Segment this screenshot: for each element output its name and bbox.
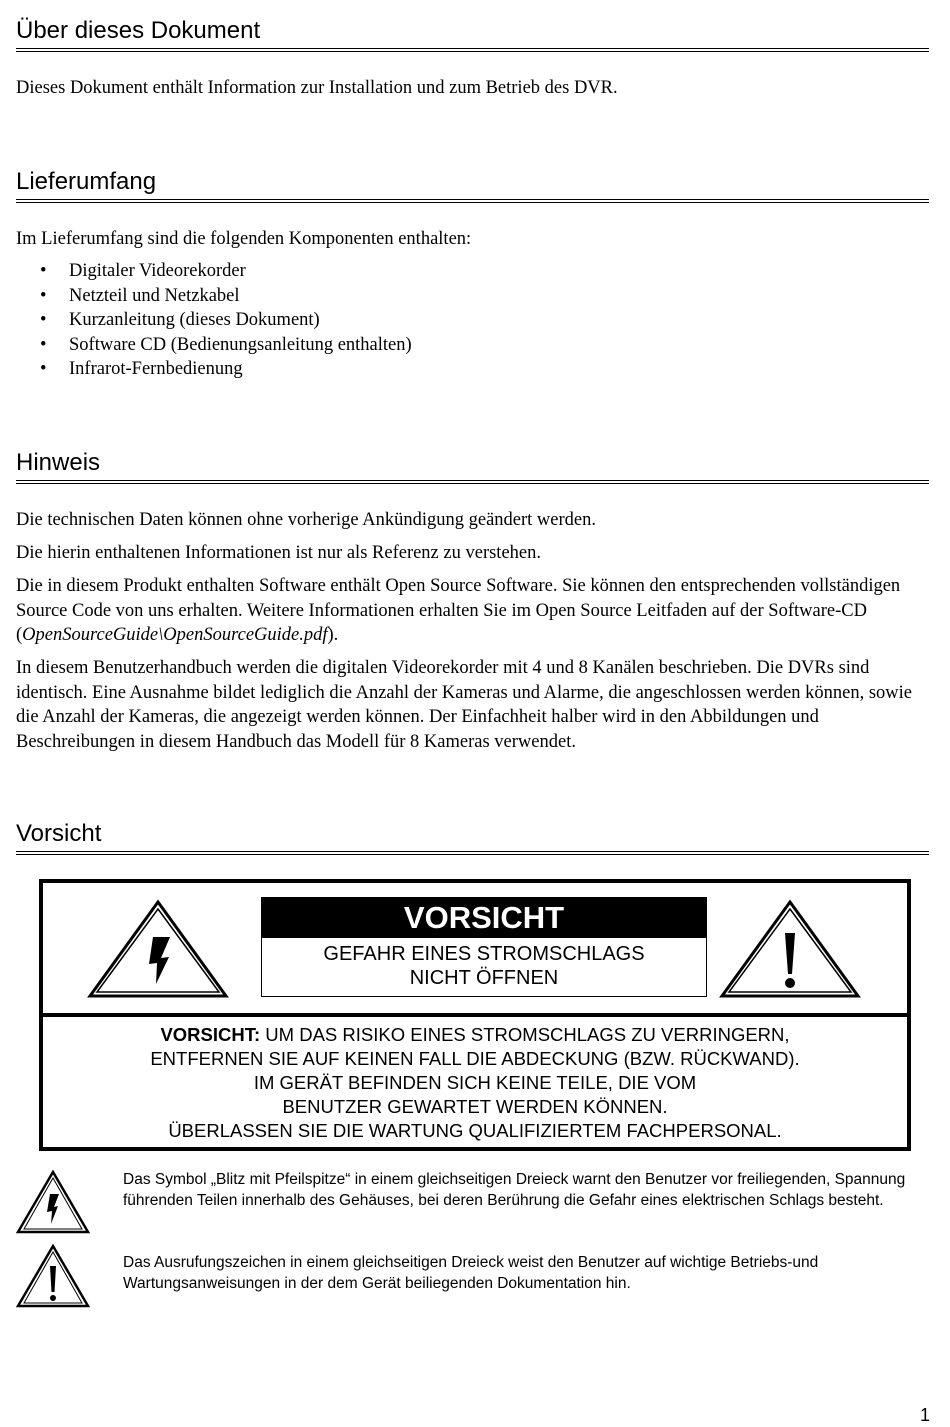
note-paragraph-2: Die hierin enthaltenen Informationen ist nur als Referenz zu verstehen. xyxy=(16,543,541,563)
exclamation-symbol-description: Das Ausrufungszeichen in einem gleichseitigen Dreieck weist den Benutzer auf wichtige Betriebs-und Wartungsanweisungen in der dem Gerät beiliegenden Dokumentation hin. xyxy=(123,1254,819,1292)
caution-label-line-1: GEFAHR EINES STROMSCHLAGS xyxy=(323,943,645,965)
caution-label-title: VORSICHT xyxy=(262,898,706,938)
scope-heading: Lieferumfang xyxy=(16,167,929,203)
note-paragraph-3 xyxy=(16,574,931,648)
caution-warning-text xyxy=(43,1023,907,1143)
list-item: • Netzteil und Netzkabel xyxy=(40,284,412,309)
caution-warning-line-1 xyxy=(43,1023,907,1047)
caution-warning-line-2: ENTFERNEN SIE AUF KEINEN FALL DIE ABDECKUNG (BZW. RÜCKWAND). xyxy=(150,1048,800,1069)
list-item: • Digitaler Videorekorder xyxy=(40,259,412,284)
lightning-warning-icon xyxy=(87,899,229,999)
caution-label-top xyxy=(43,883,907,1013)
caution-heading: Vorsicht xyxy=(16,819,929,855)
note-paragraph-3-start: Die in diesem Produkt enthalten Software enthält Open Source Software. Sie können den entsprechenden vollständigen Source Code von uns erhalten. Weitere Informationen erhalten Sie im Open Source Leitfaden auf der Software-CD ( xyxy=(16,576,901,645)
note-paragraph-4: In diesem Benutzerhandbuch werden die digitalen Videorekorder mit 4 und 8 Kanälen beschrieben. Die DVRs sind identisch. Eine Ausnahme bildet lediglich die Anzahl der Kameras und Alarme, die angeschlossen werden können, sowie die Anzahl der Kameras, die angezeigt werden können. Der Einfachheit halber wird in den Abbildungen und Beschreibungen in diesem Handbuch das Modell für 8 Kameras verwendet. xyxy=(16,658,912,752)
about-heading: Über dieses Dokument xyxy=(16,16,929,52)
caution-divider xyxy=(43,1013,907,1017)
list-item: • Kurzanleitung (dieses Dokument) xyxy=(40,308,412,333)
list-item: • Infrarot-Fernbedienung xyxy=(40,357,412,382)
lightning-symbol-icon xyxy=(16,1170,90,1234)
note-paragraph-3-end: ). xyxy=(327,625,339,645)
caution-label xyxy=(39,879,911,1151)
caution-warning-bold: VORSICHT: xyxy=(160,1024,261,1045)
note-paragraph-1: Die technischen Daten können ohne vorherige Ankündigung geändert werden. xyxy=(16,510,596,530)
caution-warning-line-5: ÜBERLASSEN SIE DIE WARTUNG QUALIFIZIERTEM FACHPERSONAL. xyxy=(168,1120,782,1141)
open-source-guide-path: OpenSourceGuide\OpenSourceGuide.pdf xyxy=(22,625,328,645)
caution-center-label xyxy=(261,897,707,997)
list-item: • Software CD (Bedienungsanleitung enthalten) xyxy=(40,333,412,358)
page-number: 1 xyxy=(919,1405,930,1425)
caution-label-line-2: NICHT ÖFFNEN xyxy=(409,967,559,989)
scope-intro: Im Lieferumfang sind die folgenden Komponenten enthalten: xyxy=(16,229,472,249)
exclamation-symbol-icon xyxy=(16,1244,90,1308)
about-text: Dieses Dokument enthält Information zur Installation und zum Betrieb des DVR. xyxy=(16,78,618,98)
note-heading: Hinweis xyxy=(16,448,929,484)
caution-warning-line-1-text: UM DAS RISIKO EINES STROMSCHLAGS ZU VERRINGERN, xyxy=(260,1024,790,1045)
scope-list xyxy=(40,259,412,382)
caution-warning-line-4: BENUTZER GEWARTET WERDEN KÖNNEN. xyxy=(282,1096,668,1117)
exclamation-warning-icon xyxy=(719,899,861,999)
caution-warning-line-3: IM GERÄT BEFINDEN SICH KEINE TEILE, DIE VOM xyxy=(253,1072,697,1093)
lightning-symbol-description: Das Symbol „Blitz mit Pfeilspitze“ in einem gleichseitigen Dreieck warnt den Benutzer vor freiliegenden, Spannung führenden Teilen innerhalb des Gehäuses, bei deren Berührung die Gefahr eines elektrischen Schlags besteht. xyxy=(123,1171,906,1209)
